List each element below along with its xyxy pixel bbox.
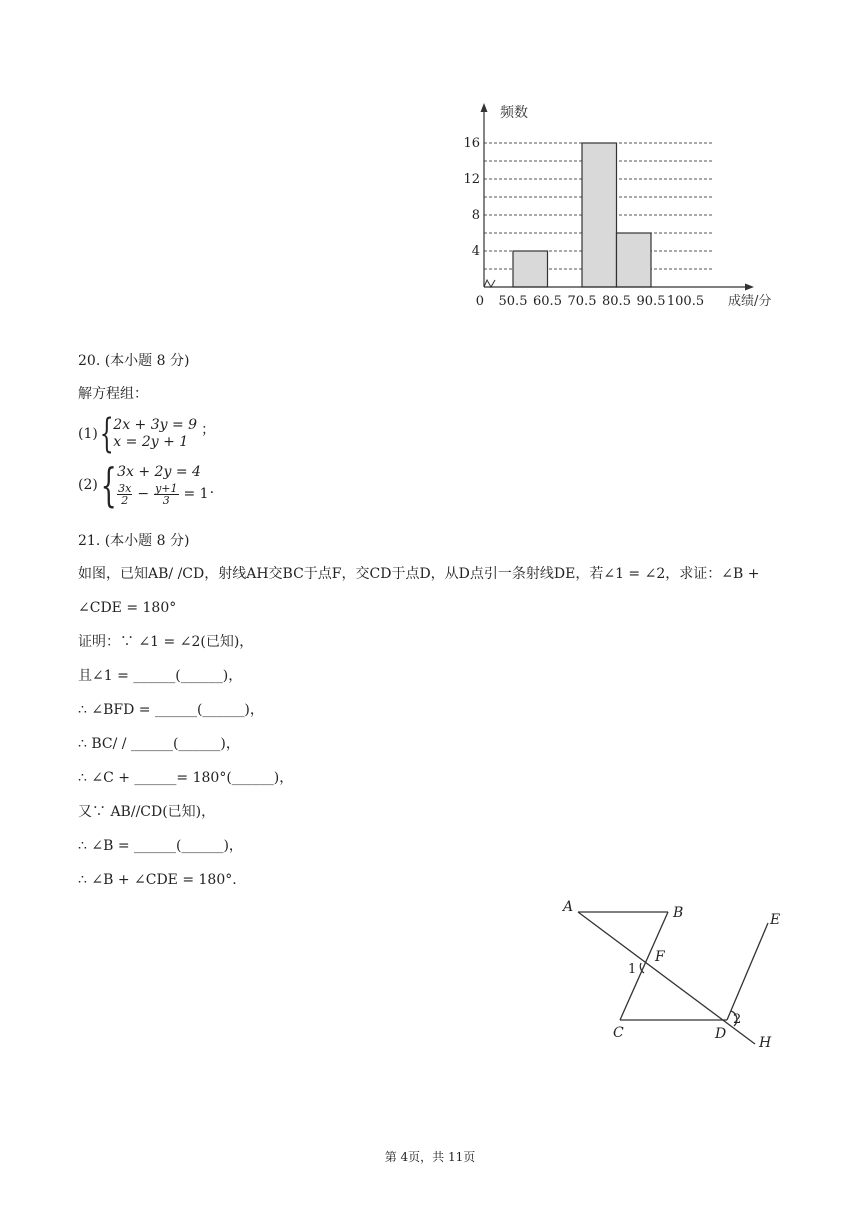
proof-step-3: ∴ ∠BFD = ______(______)， [78, 702, 264, 718]
q20-header: 20. (本小题 8 分) [78, 353, 190, 369]
q20-part2-frac2 [154, 483, 178, 506]
q20-part2-eq1: 3x + 2y = 4 [117, 464, 201, 480]
q20-system-1 [78, 411, 216, 457]
proof-step-6: 又∵ AB//CD(已知)， [78, 804, 216, 820]
geometry-figure [555, 895, 790, 1060]
point-C-label: C [613, 1025, 624, 1041]
y-tick-label: 4 [471, 244, 480, 259]
point-E-label: E [770, 912, 781, 928]
x-axis-arrow [745, 284, 754, 291]
point-A-label: A [563, 899, 574, 915]
x-tick-label: 50.5 [498, 294, 528, 309]
ray-AH [578, 912, 755, 1044]
y-tick-label: 12 [463, 172, 480, 187]
frac1-denominator: 2 [121, 494, 129, 507]
q20-part1-label: (1) [78, 426, 98, 442]
brace: { [99, 411, 114, 457]
point-F-label: F [655, 949, 665, 965]
proof-step-1: 证明：∵ ∠1 = ∠2(已知)， [78, 634, 254, 650]
minus-sign: − [137, 486, 150, 502]
q20-part2-frac1 [117, 483, 132, 506]
frequency-histogram [463, 95, 790, 320]
frac2-denominator: 3 [162, 494, 170, 507]
q20-part1-eq2: x = 2y + 1 [113, 434, 189, 450]
frac2-numerator: y+1 [155, 482, 178, 495]
q20-part1-end: ； [201, 422, 216, 438]
q20-part2-label: (2) [78, 477, 98, 493]
y-tick-label: 16 [463, 136, 480, 151]
y-axis-title: 频数 [500, 105, 528, 121]
histogram-bar [582, 143, 617, 287]
q21-statement-line1: 如图，已知AB/ /CD，射线AH交BC于点F，交CD于点D，从D点引一条射线DE，若∠1 = ∠2，求证：∠B + [78, 566, 760, 582]
point-H-label: H [759, 1035, 772, 1051]
x-tick-label: 90.5 [636, 294, 666, 309]
q21-statement-line2: ∠CDE = 180° [78, 600, 177, 616]
x-tick-label: 0 [475, 294, 484, 309]
x-tick-label: 60.5 [533, 294, 562, 309]
proof-step-5: ∴ ∠C + ______= 180°(______)， [78, 770, 294, 786]
page-footer: 第 4页，共 11页 [384, 1150, 476, 1164]
histogram-bar [617, 233, 652, 287]
brace: { [100, 458, 117, 512]
angle-2-label: 2 [733, 1012, 742, 1027]
y-axis-arrow [481, 103, 488, 112]
proof-step-4: ∴ BC/ / ______(______)， [78, 736, 240, 752]
q20-part2-end: . [209, 481, 215, 497]
x-tick-label: 100.5 [666, 294, 705, 309]
q20-system-2 [78, 458, 215, 512]
ray-DE [727, 923, 768, 1020]
frac1-numerator: 3x [118, 482, 132, 495]
proof-step-7: ∴ ∠B = ______(______)， [78, 838, 243, 854]
q21-header: 21. (本小题 8 分) [78, 533, 190, 549]
x-tick-label: 80.5 [602, 294, 631, 309]
point-B-label: B [673, 905, 684, 921]
proof-step-8: ∴ ∠B + ∠CDE = 180°. [78, 872, 237, 888]
angle-1-label: 1 [628, 962, 637, 977]
y-tick-label: 8 [471, 208, 480, 223]
x-axis-title: 成绩/分 [728, 294, 772, 309]
q20-part1-eq1: 2x + 3y = 9 [113, 417, 198, 433]
x-tick-label: 70.5 [567, 294, 597, 309]
proof-step-2: 且∠1 = ______(______)， [78, 668, 243, 684]
point-D-label: D [715, 1026, 727, 1042]
q20-instruction: 解方程组： [78, 386, 148, 402]
histogram-bar [513, 251, 548, 287]
q20-part2-rhs: = 1 [183, 486, 209, 502]
axis-break [484, 280, 495, 287]
